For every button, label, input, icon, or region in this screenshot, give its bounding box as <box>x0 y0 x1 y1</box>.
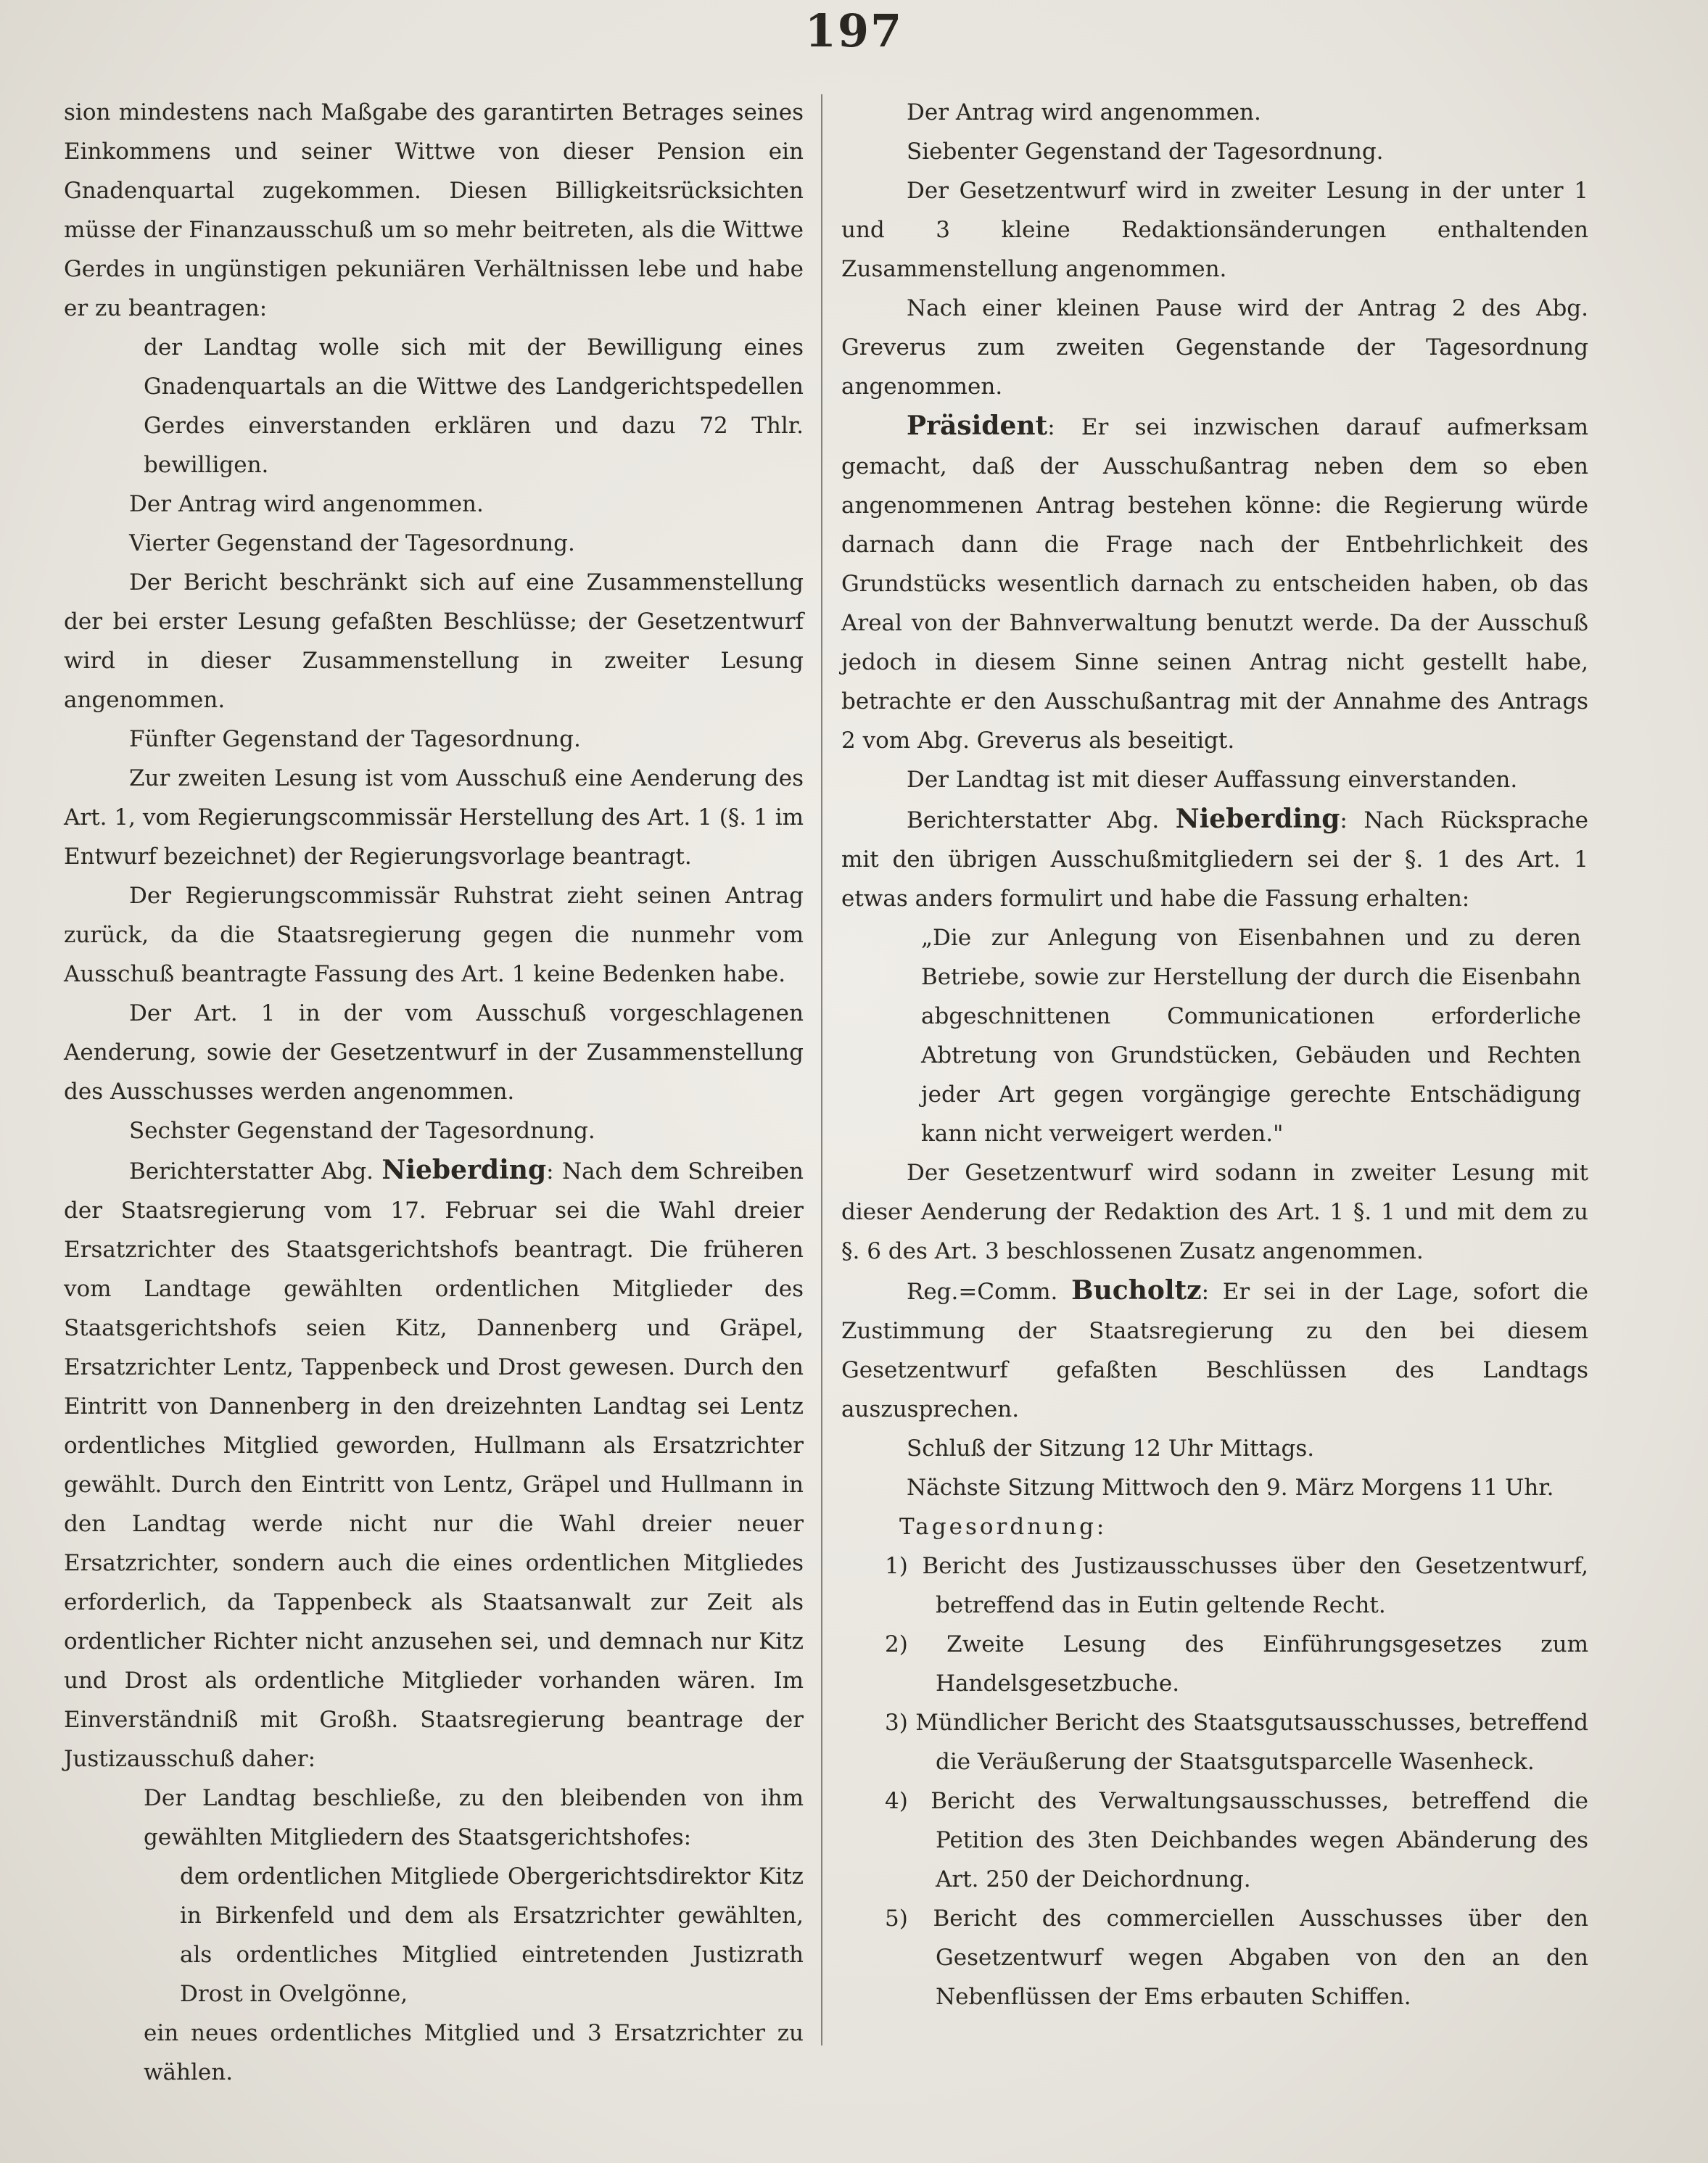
speaker-name: Präsident <box>907 411 1048 441</box>
motion-quote: dem ordentlichen Mitgliede Obergerichtsdirektor Kitz in Birkenfeld und dem als Ersatzrichter gewählten, als ordentliches Mitglied eintretenden Justizrath Drost in Ovelgönne, <box>180 1863 804 2007</box>
motion-quote: Der Landtag beschließe, zu den bleibenden von ihm gewählten Mitgliedern des Staatsgerichtshofes: <box>144 1785 804 1850</box>
agenda-list-item: 4) Bericht des Verwaltungsausschusses, betreffend die Petition des 3ten Deichbandes wegen Abänderung des Art. 250 der Deichordnung. <box>885 1788 1588 1892</box>
paragraph: Der Bericht beschränkt sich auf eine Zusammenstellung der bei erster Lesung gefaßten Beschlüsse; der Gesetzentwurf wird in dieser Zusammenstellung in zweiter Lesung angenommen. <box>64 569 804 713</box>
motion-quote: der Landtag wolle sich mit der Bewilligung eines Gnadenquartals an die Wittwe des Landgerichtspedellen Gerdes einverstanden erklären und dazu 72 Thlr. bewilligen. <box>144 334 804 478</box>
paragraph-text: : Nach dem Schreiben der Staatsregierung vom 17. Februar sei die Wahl dreier Ersatzrichter des Staatsgerichtshofs beantragt. Die früheren vom Landtage gewählten ordentlichen Mitglieder des Staatsgerichtshofs seien Kitz, Dannenberg und Gräpel, Ersatzrichter Lentz, Tappenbeck und Drost gewesen. Durch den Eintritt von Dannenberg in den dreizehnten Landtag sei Lentz ordentliches Mitglied geworden, Hullmann als Ersatzrichter gewählt. Durch den Eintritt von Lentz, Gräpel und Hullmann in den Landtag werde nicht nur die Wahl dreier neuer Ersatzrichter, sondern auch die eines ordentlichen Mitgliedes erforderlich, da Tappenbeck als Staatsanwalt zur Zeit als ordentlicher Richter nicht anzusehen sei, und demnach nur Kitz und Drost als ordentliche Mitglieder vorhanden wären. Im Einverständniß mit Großh. Staatsregierung beantrage der Justizausschuß daher: <box>64 1158 804 1772</box>
paragraph-text: : Nach Rücksprache mit den übrigen Ausschußmitgliedern sei der §. 1 des Art. 1 etwas anders formulirt und habe die Fassung erhalten: <box>841 807 1588 912</box>
paragraph: sion mindestens nach Maßgabe des garantirten Betrages seines Einkommens und seiner Wittwe von dieser Pension ein Gnadenquartal zugekommen. Diesen Billigkeitsrücksichten müsse der Finanzausschuß um so mehr beitreten, als die Wittwe Gerdes in ungünstigen pekuniären Verhältnissen lebe und habe er zu beantragen: <box>64 99 804 321</box>
paragraph: Der Gesetzentwurf wird sodann in zweiter Lesung mit dieser Aenderung der Redaktion des Art. 1 §. 1 und mit dem zu §. 6 des Art. 3 beschlossenen Zusatz angenommen. <box>841 1160 1588 1264</box>
paragraph <box>64 1150 804 1779</box>
speaker-role: Berichterstatter Abg. <box>129 1158 382 1184</box>
paragraph: Der Antrag wird angenommen. <box>907 99 1261 125</box>
agenda-list-item: 2) Zweite Lesung des Einführungsgesetzes zum Handelsgesetzbuche. <box>885 1631 1588 1697</box>
paragraph: Der Landtag ist mit dieser Auffassung einverstanden. <box>907 767 1518 793</box>
agenda-item-heading: Siebenter Gegenstand der Tagesordnung. <box>907 139 1384 165</box>
paragraph: Der Regierungscommissär Ruhstrat zieht seinen Antrag zurück, da die Staatsregierung gegen die nunmehr vom Ausschuß beantragte Fassung des Art. 1 keine Bedenken habe. <box>64 883 804 987</box>
paragraph <box>841 406 1588 760</box>
paragraph: Der Antrag wird angenommen. <box>129 491 484 517</box>
agenda-list-item: 3) Mündlicher Bericht des Staatsgutsausschusses, betreffend die Veräußerung der Staatsgutsparcelle Wasenheck. <box>885 1710 1588 1775</box>
right-column <box>841 93 1588 2016</box>
paragraph: Der Art. 1 in der vom Ausschuß vorgeschlagenen Aenderung, sowie der Gesetzentwurf in der Zusammenstellung des Ausschusses werden angenommen. <box>64 1000 804 1105</box>
agenda-heading: Tagesordnung: <box>899 1514 1107 1540</box>
paragraph: Nächste Sitzung Mittwoch den 9. März Morgens 11 Uhr. <box>907 1475 1554 1501</box>
paragraph <box>841 799 1588 918</box>
speaker-role: Berichterstatter Abg. <box>907 807 1176 833</box>
speaker-name: Nieberding <box>1175 804 1340 834</box>
agenda-item-heading: Vierter Gegenstand der Tagesordnung. <box>129 530 575 556</box>
law-text-quote: „Die zur Anlegung von Eisenbahnen und zu deren Betriebe, sowie zur Herstellung der durch die Eisenbahn abgeschnittenen Communicationen erforderliche Abtretung von Grundstücken, Gebäuden und Rechten jeder Art gegen vorgängige gerechte Entschädigung kann nicht verweigert werden." <box>921 925 1581 1147</box>
column-divider <box>821 94 822 2045</box>
speaker-name: Bucholtz <box>1071 1275 1202 1306</box>
motion-quote: ein neues ordentliches Mitglied und 3 Ersatzrichter zu wählen. <box>144 2020 804 2085</box>
paragraph: Der Gesetzentwurf wird in zweiter Lesung in der unter 1 und 3 kleine Redaktionsänderungen enthaltenden Zusammenstellung angenommen. <box>841 178 1588 282</box>
paragraph: Zur zweiten Lesung ist vom Ausschuß eine Aenderung des Art. 1, vom Regierungscommissär Herstellung des Art. 1 (§. 1 im Entwurf bezeichnet) der Regierungsvorlage beantragt. <box>64 765 804 870</box>
paragraph-text: : Er sei inzwischen darauf aufmerksam gemacht, daß der Ausschußantrag neben dem so eben angenommenen Antrag bestehen könne: die Regierung würde darnach dann die Frage nach der Entbehrlichkeit des Grundstücks wesentlich darnach zu entscheiden haben, ob das Areal von der Bahnverwaltung benutzt werde. Da der Ausschuß jedoch in diesem Sinne seinen Antrag nicht gestellt habe, betrachte er den Ausschußantrag mit der Annahme des Antrags 2 vom Abg. Greverus als beseitigt. <box>841 414 1588 754</box>
speaker-name: Nieberding <box>381 1155 547 1185</box>
paragraph: Nach einer kleinen Pause wird der Antrag 2 des Abg. Greverus zum zweiten Gegenstande der Tagesordnung angenommen. <box>841 295 1588 400</box>
agenda-item-heading: Sechster Gegenstand der Tagesordnung. <box>129 1118 595 1144</box>
agenda-list-item: 5) Bericht des commerciellen Ausschusses über den Gesetzentwurf wegen Abgaben von den an den Nebenflüssen der Ems erbauten Schiffen. <box>885 1906 1588 2010</box>
paragraph-text: : Er sei in der Lage, sofort die Zustimmung der Staatsregierung zu den bei diesem Gesetzentwurf gefaßten Beschlüssen des Landtags auszusprechen. <box>841 1279 1588 1422</box>
paragraph <box>841 1271 1588 1429</box>
left-column <box>64 93 804 2092</box>
paragraph: Schluß der Sitzung 12 Uhr Mittags. <box>907 1435 1315 1462</box>
page-number: 197 <box>804 4 904 57</box>
speaker-role: Reg.=Comm. <box>907 1279 1072 1305</box>
agenda-item-heading: Fünfter Gegenstand der Tagesordnung. <box>129 726 581 752</box>
agenda-list-item: 1) Bericht des Justizausschusses über den Gesetzentwurf, betreffend das in Eutin geltende Recht. <box>885 1553 1588 1618</box>
